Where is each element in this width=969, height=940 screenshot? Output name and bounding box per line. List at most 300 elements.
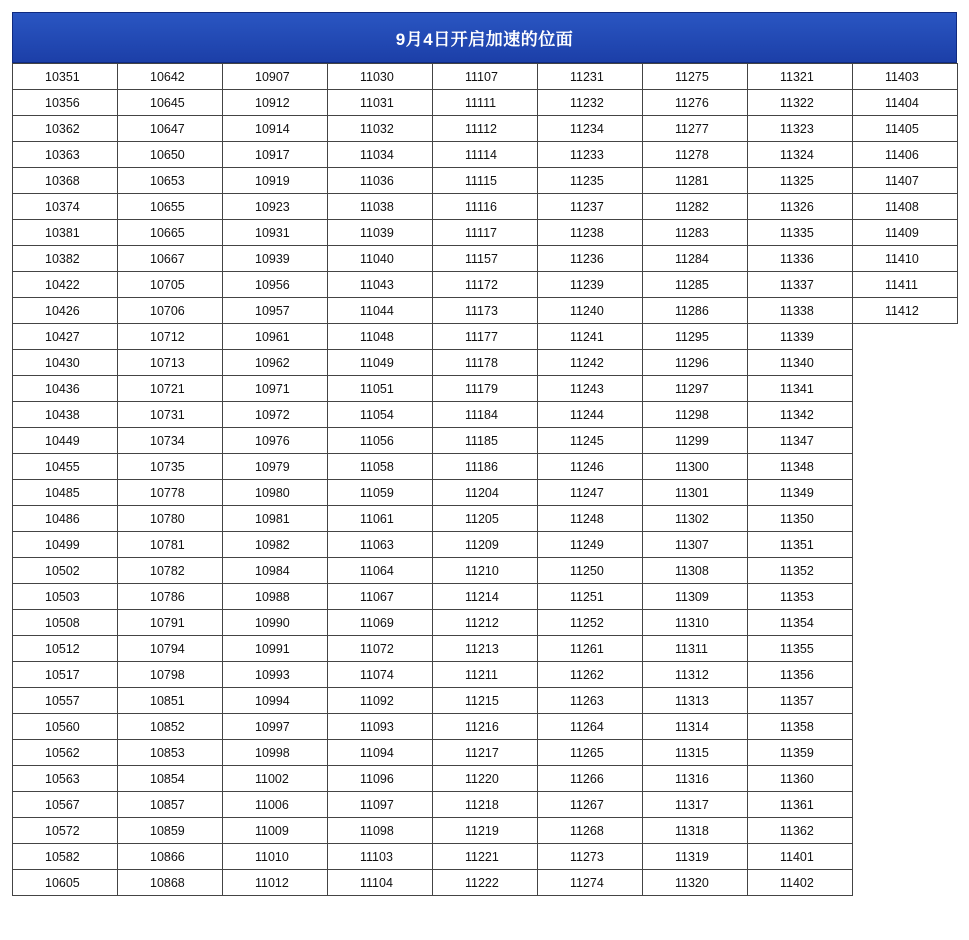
plane-id-cell: 11412 [853, 298, 958, 324]
table-row [13, 90, 958, 116]
plane-id-cell: 11355 [748, 636, 853, 662]
plane-id-cell: 10356 [13, 90, 118, 116]
plane-id-cell: 11044 [328, 298, 433, 324]
plane-id-cell: 11097 [328, 792, 433, 818]
empty-cell [853, 714, 958, 740]
plane-id-cell: 11357 [748, 688, 853, 714]
plane-id-cell: 10917 [223, 142, 328, 168]
plane-id-cell: 10852 [118, 714, 223, 740]
plane-id-cell: 10923 [223, 194, 328, 220]
table-row [13, 740, 958, 766]
plane-id-cell: 11186 [433, 454, 538, 480]
table-row [13, 506, 958, 532]
plane-id-cell: 11409 [853, 220, 958, 246]
plane-id-cell: 10782 [118, 558, 223, 584]
plane-id-cell: 11285 [643, 272, 748, 298]
plane-id-cell: 11311 [643, 636, 748, 662]
table-row [13, 64, 958, 90]
plane-id-cell: 11246 [538, 454, 643, 480]
table-row [13, 168, 958, 194]
plane-id-cell: 11219 [433, 818, 538, 844]
plane-id-cell: 10449 [13, 428, 118, 454]
plane-id-cell: 11009 [223, 818, 328, 844]
plane-id-cell: 10868 [118, 870, 223, 896]
plane-id-cell: 11069 [328, 610, 433, 636]
plane-id-cell: 10713 [118, 350, 223, 376]
plane-id-cell: 10712 [118, 324, 223, 350]
plane-id-cell: 11351 [748, 532, 853, 558]
plane-id-cell: 11263 [538, 688, 643, 714]
empty-cell [853, 558, 958, 584]
plane-id-cell: 11358 [748, 714, 853, 740]
plane-id-cell: 11204 [433, 480, 538, 506]
plane-id-cell: 10455 [13, 454, 118, 480]
plane-id-cell: 11401 [748, 844, 853, 870]
plane-id-cell: 11406 [853, 142, 958, 168]
plane-id-cell: 11074 [328, 662, 433, 688]
plane-id-cell: 10502 [13, 558, 118, 584]
table-row [13, 870, 958, 896]
plane-id-cell: 11043 [328, 272, 433, 298]
empty-cell [853, 350, 958, 376]
table-row [13, 220, 958, 246]
plane-id-cell: 11252 [538, 610, 643, 636]
plane-id-cell: 11064 [328, 558, 433, 584]
plane-id-cell: 11302 [643, 506, 748, 532]
plane-id-cell: 11318 [643, 818, 748, 844]
plane-id-cell: 11320 [643, 870, 748, 896]
plane-id-cell: 10998 [223, 740, 328, 766]
plane-id-cell: 10422 [13, 272, 118, 298]
plane-id-cell: 11267 [538, 792, 643, 818]
plane-id-cell: 11251 [538, 584, 643, 610]
plane-id-cell: 11324 [748, 142, 853, 168]
plane-id-cell: 10961 [223, 324, 328, 350]
plane-id-cell: 11010 [223, 844, 328, 870]
plane-id-cell: 11326 [748, 194, 853, 220]
plane-id-cell: 10981 [223, 506, 328, 532]
plane-id-cell: 10734 [118, 428, 223, 454]
plane-id-cell: 10647 [118, 116, 223, 142]
table-row [13, 584, 958, 610]
table-row [13, 766, 958, 792]
plane-id-cell: 10563 [13, 766, 118, 792]
plane-id-cell: 11277 [643, 116, 748, 142]
plane-id-cell: 10982 [223, 532, 328, 558]
plane-id-cell: 10374 [13, 194, 118, 220]
plane-id-cell: 10778 [118, 480, 223, 506]
plane-id-cell: 11214 [433, 584, 538, 610]
plane-id-cell: 10562 [13, 740, 118, 766]
plane-id-cell: 11319 [643, 844, 748, 870]
plane-id-cell: 11338 [748, 298, 853, 324]
table-row [13, 350, 958, 376]
plane-id-cell: 10931 [223, 220, 328, 246]
plane-id-cell: 11059 [328, 480, 433, 506]
plane-id-cell: 10976 [223, 428, 328, 454]
plane-id-cell: 10486 [13, 506, 118, 532]
plane-id-cell: 11405 [853, 116, 958, 142]
plane-id-cell: 11063 [328, 532, 433, 558]
empty-cell [853, 870, 958, 896]
plane-id-cell: 10980 [223, 480, 328, 506]
plane-id-cell: 11184 [433, 402, 538, 428]
plane-id-cell: 11058 [328, 454, 433, 480]
plane-id-cell: 10436 [13, 376, 118, 402]
plane-id-cell: 11265 [538, 740, 643, 766]
plane-id-cell: 11281 [643, 168, 748, 194]
table-row [13, 688, 958, 714]
plane-id-cell: 11038 [328, 194, 433, 220]
plane-id-cell: 10990 [223, 610, 328, 636]
empty-cell [853, 324, 958, 350]
table-row [13, 324, 958, 350]
plane-id-cell: 10363 [13, 142, 118, 168]
accelerated-planes-sheet [12, 12, 957, 896]
plane-id-cell: 11248 [538, 506, 643, 532]
empty-cell [853, 688, 958, 714]
plane-id-cell: 11215 [433, 688, 538, 714]
plane-id-cell: 11250 [538, 558, 643, 584]
plane-id-cell: 10351 [13, 64, 118, 90]
plane-id-cell: 11278 [643, 142, 748, 168]
plane-id-cell: 11235 [538, 168, 643, 194]
plane-id-cell: 11274 [538, 870, 643, 896]
plane-id-cell: 11006 [223, 792, 328, 818]
plane-id-cell: 10653 [118, 168, 223, 194]
plane-id-cell: 11039 [328, 220, 433, 246]
plane-id-cell: 10859 [118, 818, 223, 844]
plane-id-cell: 10993 [223, 662, 328, 688]
plane-id-cell: 11408 [853, 194, 958, 220]
empty-cell [853, 532, 958, 558]
plane-id-cell: 10705 [118, 272, 223, 298]
plane-id-cell: 10957 [223, 298, 328, 324]
plane-id-cell: 11359 [748, 740, 853, 766]
plane-id-cell: 11098 [328, 818, 433, 844]
plane-id-cell: 10582 [13, 844, 118, 870]
plane-id-cell: 11030 [328, 64, 433, 90]
plane-id-cell: 11218 [433, 792, 538, 818]
plane-id-cell: 11298 [643, 402, 748, 428]
plane-id-cell: 10907 [223, 64, 328, 90]
plane-id-cell: 11234 [538, 116, 643, 142]
plane-id-cell: 11347 [748, 428, 853, 454]
plane-id-cell: 11308 [643, 558, 748, 584]
plane-id-cell: 11243 [538, 376, 643, 402]
plane-id-cell: 10605 [13, 870, 118, 896]
plane-id-cell: 11179 [433, 376, 538, 402]
plane-id-cell: 10430 [13, 350, 118, 376]
plane-id-cell: 10560 [13, 714, 118, 740]
plane-id-cell: 11249 [538, 532, 643, 558]
plane-id-cell: 11314 [643, 714, 748, 740]
table-row [13, 818, 958, 844]
plane-id-cell: 11094 [328, 740, 433, 766]
plane-id-cell: 10503 [13, 584, 118, 610]
plane-id-cell: 11051 [328, 376, 433, 402]
empty-cell [853, 480, 958, 506]
plane-id-cell: 11031 [328, 90, 433, 116]
table-row [13, 272, 958, 298]
plane-id-cell: 10853 [118, 740, 223, 766]
plane-id-cell: 11300 [643, 454, 748, 480]
plane-id-cell: 11104 [328, 870, 433, 896]
plane-id-cell: 10667 [118, 246, 223, 272]
plane-id-cell: 10914 [223, 116, 328, 142]
plane-id-cell: 11354 [748, 610, 853, 636]
empty-cell [853, 610, 958, 636]
plane-id-cell: 11316 [643, 766, 748, 792]
plane-id-cell: 11221 [433, 844, 538, 870]
table-row [13, 402, 958, 428]
plane-id-cell: 11232 [538, 90, 643, 116]
plane-id-cell: 10368 [13, 168, 118, 194]
plane-id-cell: 11297 [643, 376, 748, 402]
plane-id-cell: 11275 [643, 64, 748, 90]
plane-id-cell: 11335 [748, 220, 853, 246]
plane-id-cell: 10786 [118, 584, 223, 610]
plane-id-cell: 11403 [853, 64, 958, 90]
plane-id-cell: 10499 [13, 532, 118, 558]
empty-cell [853, 454, 958, 480]
plane-id-cell: 11205 [433, 506, 538, 532]
plane-id-cell: 11213 [433, 636, 538, 662]
plane-id-cell: 11115 [433, 168, 538, 194]
plane-id-cell: 10731 [118, 402, 223, 428]
plane-id-cell: 11096 [328, 766, 433, 792]
plane-id-cell: 11273 [538, 844, 643, 870]
plane-id-cell: 11362 [748, 818, 853, 844]
table-row [13, 610, 958, 636]
plane-id-cell: 11237 [538, 194, 643, 220]
plane-id-cell: 11410 [853, 246, 958, 272]
plane-id-cell: 10984 [223, 558, 328, 584]
plane-id-cell: 10426 [13, 298, 118, 324]
plane-id-cell: 11116 [433, 194, 538, 220]
plane-id-cell: 11312 [643, 662, 748, 688]
plane-id-cell: 11172 [433, 272, 538, 298]
plane-id-cell: 11295 [643, 324, 748, 350]
plane-id-cell: 10721 [118, 376, 223, 402]
table-row [13, 142, 958, 168]
table-row [13, 662, 958, 688]
plane-id-cell: 11261 [538, 636, 643, 662]
empty-cell [853, 662, 958, 688]
plane-id-cell: 11310 [643, 610, 748, 636]
empty-cell [853, 844, 958, 870]
plane-id-cell: 11240 [538, 298, 643, 324]
plane-id-cell: 11284 [643, 246, 748, 272]
plane-id-cell: 11072 [328, 636, 433, 662]
plane-id-cell: 11296 [643, 350, 748, 376]
plane-id-cell: 11034 [328, 142, 433, 168]
plane-id-cell: 10857 [118, 792, 223, 818]
plane-id-cell: 10665 [118, 220, 223, 246]
plane-id-cell: 11286 [643, 298, 748, 324]
table-row [13, 194, 958, 220]
plane-id-cell: 10994 [223, 688, 328, 714]
plane-id-cell: 11236 [538, 246, 643, 272]
empty-cell [853, 428, 958, 454]
plane-id-cell: 10650 [118, 142, 223, 168]
plane-id-cell: 11348 [748, 454, 853, 480]
plane-id-cell: 11349 [748, 480, 853, 506]
plane-id-cell: 11323 [748, 116, 853, 142]
plane-id-cell: 10572 [13, 818, 118, 844]
plane-id-cell: 10851 [118, 688, 223, 714]
empty-cell [853, 506, 958, 532]
plane-id-cell: 11103 [328, 844, 433, 870]
plane-id-cell: 11012 [223, 870, 328, 896]
plane-id-cell: 10991 [223, 636, 328, 662]
plane-id-cell: 11185 [433, 428, 538, 454]
plane-id-cell: 11117 [433, 220, 538, 246]
plane-id-cell: 11238 [538, 220, 643, 246]
plane-id-cell: 11048 [328, 324, 433, 350]
table-row [13, 532, 958, 558]
plane-id-cell: 11299 [643, 428, 748, 454]
plane-id-cell: 10794 [118, 636, 223, 662]
plane-id-cell: 11212 [433, 610, 538, 636]
plane-id-cell: 11217 [433, 740, 538, 766]
plane-id-cell: 11220 [433, 766, 538, 792]
plane-id-cell: 10706 [118, 298, 223, 324]
plane-id-cell: 10972 [223, 402, 328, 428]
plane-id-table [12, 63, 958, 896]
plane-id-cell: 11317 [643, 792, 748, 818]
plane-id-cell: 10912 [223, 90, 328, 116]
plane-id-cell: 11049 [328, 350, 433, 376]
plane-id-cell: 11282 [643, 194, 748, 220]
plane-id-cell: 11315 [643, 740, 748, 766]
plane-id-cell: 11093 [328, 714, 433, 740]
plane-id-cell: 11307 [643, 532, 748, 558]
plane-id-cell: 11313 [643, 688, 748, 714]
plane-id-cell: 11283 [643, 220, 748, 246]
plane-id-cell: 10866 [118, 844, 223, 870]
plane-id-cell: 11040 [328, 246, 433, 272]
plane-id-cell: 10485 [13, 480, 118, 506]
table-row [13, 844, 958, 870]
table-row [13, 792, 958, 818]
plane-id-cell: 11061 [328, 506, 433, 532]
table-row [13, 428, 958, 454]
plane-id-cell: 11157 [433, 246, 538, 272]
plane-id-cell: 10567 [13, 792, 118, 818]
plane-id-cell: 10557 [13, 688, 118, 714]
sheet-title: 9月4日开启加速的位面 [12, 12, 957, 63]
plane-id-cell: 11342 [748, 402, 853, 428]
plane-id-cell: 10971 [223, 376, 328, 402]
plane-id-cell: 11233 [538, 142, 643, 168]
plane-id-cell: 10735 [118, 454, 223, 480]
plane-id-cell: 11114 [433, 142, 538, 168]
plane-id-cell: 11340 [748, 350, 853, 376]
plane-id-cell: 10781 [118, 532, 223, 558]
plane-id-cell: 11321 [748, 64, 853, 90]
empty-cell [853, 818, 958, 844]
table-row [13, 246, 958, 272]
plane-id-cell: 10645 [118, 90, 223, 116]
plane-id-cell: 11266 [538, 766, 643, 792]
plane-id-cell: 11032 [328, 116, 433, 142]
plane-id-cell: 10997 [223, 714, 328, 740]
plane-id-cell: 10508 [13, 610, 118, 636]
plane-id-cell: 11211 [433, 662, 538, 688]
empty-cell [853, 584, 958, 610]
table-row [13, 558, 958, 584]
plane-id-cell: 11112 [433, 116, 538, 142]
empty-cell [853, 636, 958, 662]
plane-id-cell: 11231 [538, 64, 643, 90]
table-row [13, 376, 958, 402]
plane-id-cell: 11268 [538, 818, 643, 844]
plane-id-cell: 11407 [853, 168, 958, 194]
plane-id-cell: 11222 [433, 870, 538, 896]
plane-id-cell: 11210 [433, 558, 538, 584]
plane-id-cell: 11404 [853, 90, 958, 116]
plane-id-cell: 10655 [118, 194, 223, 220]
empty-cell [853, 792, 958, 818]
plane-id-cell: 11402 [748, 870, 853, 896]
plane-id-cell: 11178 [433, 350, 538, 376]
plane-id-cell: 10962 [223, 350, 328, 376]
plane-id-cell: 11107 [433, 64, 538, 90]
plane-id-cell: 11092 [328, 688, 433, 714]
plane-id-cell: 10791 [118, 610, 223, 636]
plane-id-cell: 11325 [748, 168, 853, 194]
plane-id-cell: 11002 [223, 766, 328, 792]
plane-id-cell: 11341 [748, 376, 853, 402]
plane-id-cell: 10362 [13, 116, 118, 142]
plane-id-cell: 11353 [748, 584, 853, 610]
plane-id-cell: 10438 [13, 402, 118, 428]
plane-id-cell: 11241 [538, 324, 643, 350]
plane-id-cell: 10939 [223, 246, 328, 272]
plane-id-cell: 11336 [748, 246, 853, 272]
plane-id-cell: 11322 [748, 90, 853, 116]
plane-id-cell: 11056 [328, 428, 433, 454]
plane-id-cell: 10642 [118, 64, 223, 90]
table-row [13, 454, 958, 480]
plane-id-cell: 10381 [13, 220, 118, 246]
plane-id-cell: 11352 [748, 558, 853, 584]
plane-id-cell: 11276 [643, 90, 748, 116]
plane-id-cell: 10919 [223, 168, 328, 194]
plane-id-cell: 10780 [118, 506, 223, 532]
plane-id-cell: 11067 [328, 584, 433, 610]
plane-id-cell: 10798 [118, 662, 223, 688]
table-row [13, 116, 958, 142]
plane-id-cell: 11245 [538, 428, 643, 454]
plane-id-cell: 11361 [748, 792, 853, 818]
plane-id-cell: 11239 [538, 272, 643, 298]
plane-id-cell: 11244 [538, 402, 643, 428]
plane-id-cell: 11356 [748, 662, 853, 688]
plane-id-cell: 11337 [748, 272, 853, 298]
plane-id-cell: 11264 [538, 714, 643, 740]
plane-id-cell: 10956 [223, 272, 328, 298]
plane-id-cell: 11309 [643, 584, 748, 610]
plane-id-cell: 10512 [13, 636, 118, 662]
empty-cell [853, 402, 958, 428]
plane-id-cell: 10382 [13, 246, 118, 272]
plane-id-cell: 11339 [748, 324, 853, 350]
empty-cell [853, 376, 958, 402]
plane-id-cell: 11262 [538, 662, 643, 688]
table-row [13, 480, 958, 506]
